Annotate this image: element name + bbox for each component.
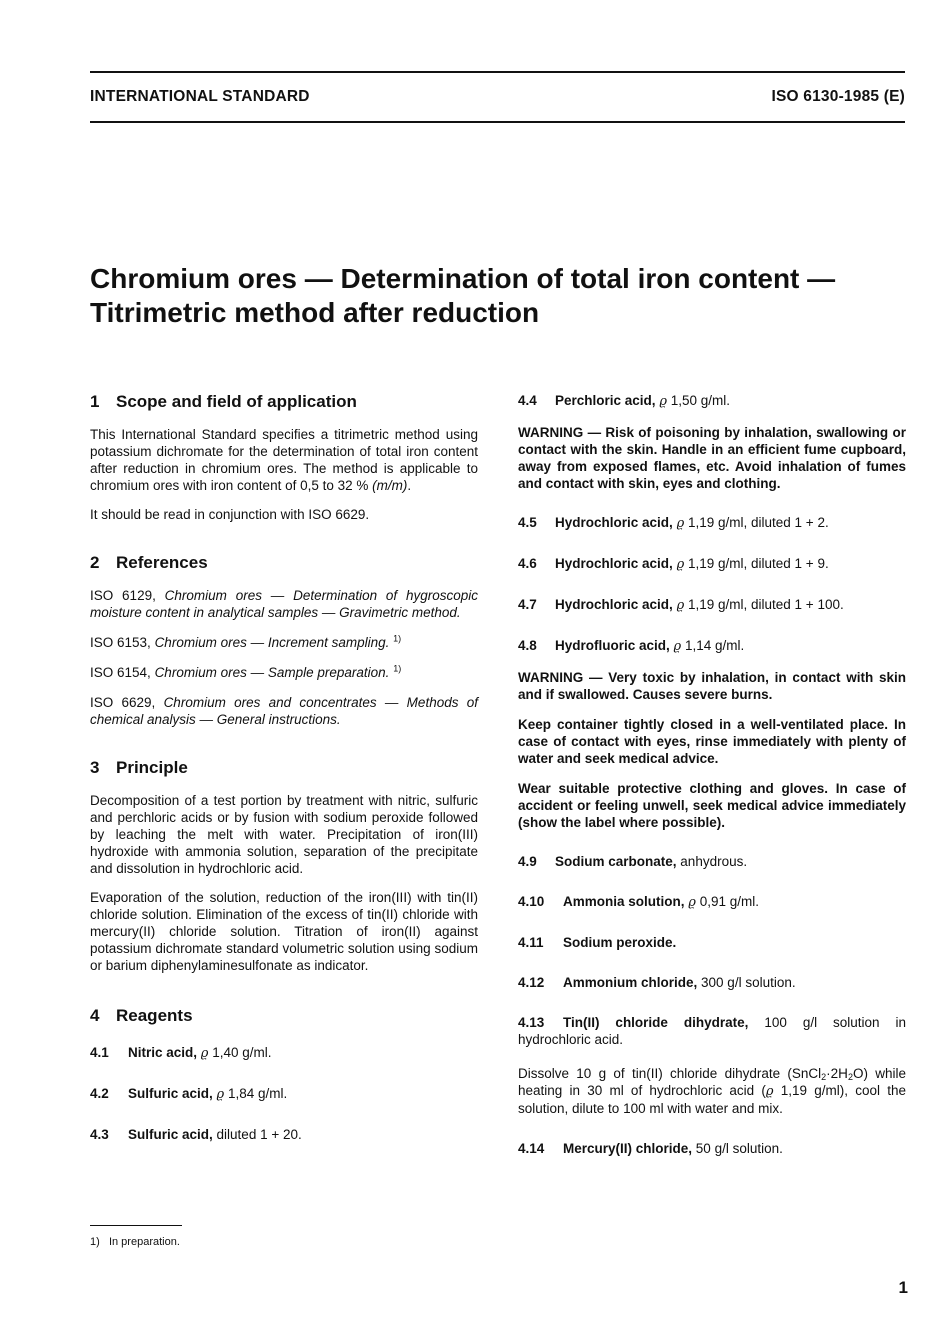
title-line-2: Titrimetric method after reduction [90, 297, 540, 328]
section-2-heading: 2 References [90, 553, 208, 572]
section-1-paragraph-2: It should be read in conjunction with ISO 6629. [90, 507, 370, 522]
header-bottom-rule [90, 121, 905, 123]
reference-item: ISO 6153, Chromium ores — Increment sampling. $^{1)}$ [90, 633, 402, 650]
header-document-number: ISO 6130-1985 (E) [771, 88, 905, 105]
reagent-4-5: 4.5 Hydrochloric acid, ϱ 1,19 g/ml, diluted 1 + 2. [518, 515, 829, 531]
document-title [90, 262, 890, 330]
reagent-4-4: 4.4 Perchloric acid, ϱ 1,50 g/ml. [518, 393, 731, 409]
right-column [518, 392, 906, 1180]
section-1-paragraph-1: This International Standard specifies a titrimetric method using potassium dichromate for the determination of total iron content after reduction in chromium ores. The method is applicable to chromium ores with iron content of 0,5 to 32 % (m/m). [90, 427, 478, 493]
footnote-ref: 1) [393, 633, 402, 644]
reagent-4-12: 4.12 Ammonium chloride, 300 g/l solution. [518, 975, 796, 990]
section-1-heading: 1 Scope and field of application [90, 392, 357, 411]
reagent-4-10: 4.10 Ammonia solution, ϱ 0,91 g/ml. [518, 894, 759, 910]
reagent-4-7: 4.7 Hydrochloric acid, ϱ 1,19 g/ml, diluted 1 + 100. [518, 597, 844, 613]
section-4-heading: 4 Reagents [90, 1006, 193, 1025]
page-number: 1 [898, 1278, 908, 1297]
reagent-4-13-preparation: Dissolve 10 g of tin(II) chloride dihydrate $(SnCl_2\cdot 2H_2O)$ while heating in 30 ml of hydrochloric acid (ϱ 1,19 g/ml), cool the solution, dilute to 100 ml with water and mix. [518, 1066, 907, 1116]
reagent-4-6: 4.6 Hydrochloric acid, ϱ 1,19 g/ml, diluted 1 + 9. [518, 556, 829, 572]
reagent-4-11: 4.11 Sodium peroxide. [518, 935, 677, 950]
header-top-rule [90, 71, 905, 73]
reference-item: ISO 6129, Chromium ores — Determination of hygroscopic moisture content in analytical samples — Gravimetric method. [90, 588, 478, 620]
section-3-heading: 3 Principle [90, 758, 188, 777]
footnote-ref: 1) [393, 663, 402, 674]
reagent-4-2: 4.2 Sulfuric acid, ϱ 1,84 g/ml. [90, 1086, 288, 1102]
left-column [90, 392, 478, 1166]
reagent-4-9: 4.9 Sodium carbonate, anhydrous. [518, 854, 748, 869]
reference-item: ISO 6629, Chromium ores and concentrates — Methods of chemical analysis — General instructions. [90, 695, 478, 727]
footnote-rule [90, 1225, 182, 1226]
warning-hydrofluoric-acid: WARNING — Very toxic by inhalation, in contact with skin and if swallowed. Causes severe burns. [518, 670, 906, 702]
reagent-4-3: 4.3 Sulfuric acid, diluted 1 + 20. [90, 1127, 302, 1142]
reagent-4-1: 4.1 Nitric acid, ϱ 1,40 g/ml. [90, 1045, 272, 1061]
title-line-1: Chromium ores — Determination of total iron content — [90, 263, 836, 294]
section-3-paragraph-1: Decomposition of a test portion by treatment with nitric, sulfuric and perchloric acids or by fusion with sodium peroxide followed by leaching the melt with water. Precipitation of iron(III) hydroxide with ammonia solution, separation of the precipitate and dissolution in hydrochloric acid. [90, 793, 478, 876]
header-standard-label: INTERNATIONAL STANDARD [90, 88, 310, 105]
warning-protective-clothing: Wear suitable protective clothing and gloves. In case of accident or feeling unwell, seek medical advice immediately (show the label where possible). [518, 781, 906, 830]
footnote: 1) In preparation. [90, 1236, 180, 1248]
reference-item: ISO 6154, Chromium ores — Sample preparation. $^{1)}$ [90, 663, 402, 680]
reagent-4-13: 4.13 Tin(II) chloride dihydrate, 100 g/l solution in hydrochloric acid. [518, 1015, 906, 1047]
reagent-4-14: 4.14 Mercury(II) chloride, 50 g/l solution. [518, 1141, 783, 1156]
reagent-4-8: 4.8 Hydrofluoric acid, ϱ 1,14 g/ml. [518, 638, 745, 654]
warning-perchloric-acid: WARNING — Risk of poisoning by inhalation, swallowing or contact with the skin. Handle in an efficient fume cupboard, away from exposed flames, etc. Avoid inhalation of fumes and contact with skin, eyes and clothing. [518, 425, 906, 491]
warning-container-handling: Keep container tightly closed in a well-ventilated place. In case of contact with eyes, rinse immediately with plenty of water and seek medical advice. [518, 717, 906, 766]
section-3-paragraph-2: Evaporation of the solution, reduction of the iron(III) with tin(II) chloride solution. Elimination of the excess of tin(II) chloride with mercury(II) chloride solution. Titration of iron(II) against potassium dichromate standard volumetric solution using sodium or barium diphenylaminesulfonate as indicator. [90, 890, 478, 973]
